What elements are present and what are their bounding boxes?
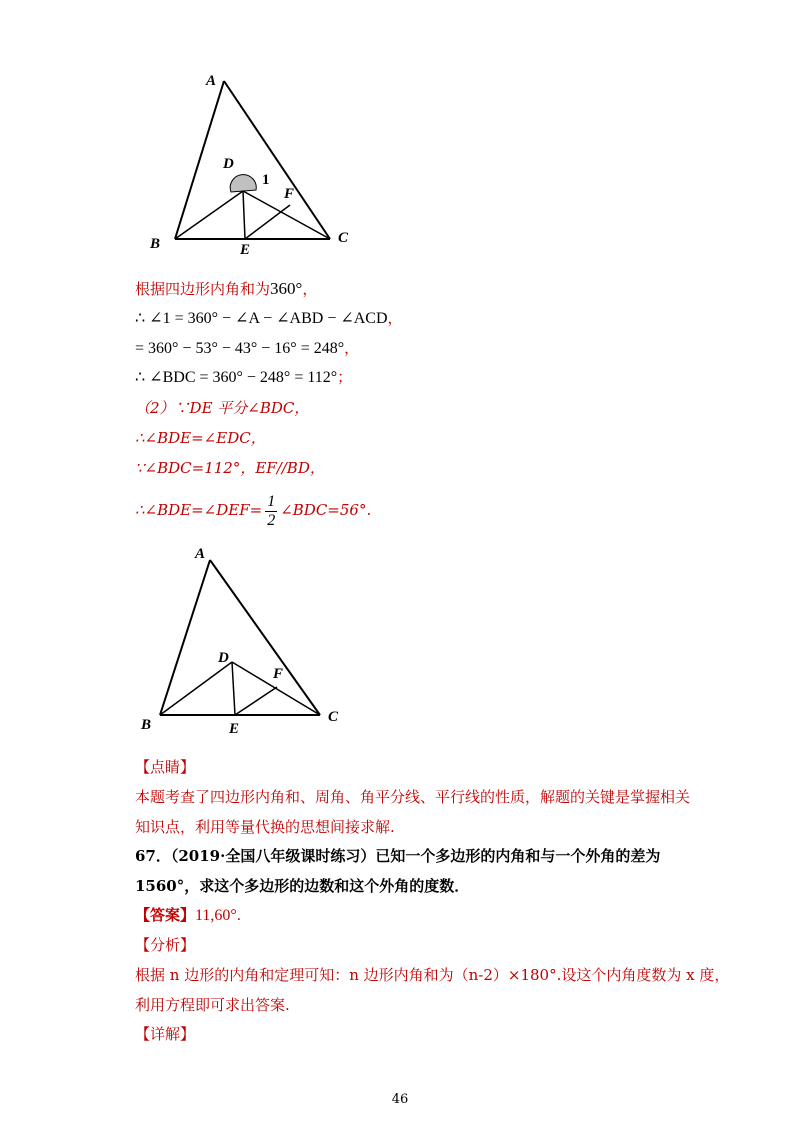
dianjing-line-2: 知识点，利用等量代换的思想间接求解.	[135, 818, 395, 836]
solution-line-2-math: ∴ ∠1 = 360° − ∠A − ∠ABD − ∠ACD	[135, 310, 388, 327]
solution-line-3-math: = 360° − 53° − 43° − 16° = 248°	[135, 340, 345, 357]
solution-line-3-end: ，	[344, 339, 360, 357]
figure-2-triangle	[135, 540, 355, 740]
solution-line-6: ∴∠BDE=∠EDC，	[135, 429, 266, 447]
page-number: 46	[391, 1092, 409, 1107]
label-D: D	[223, 156, 234, 172]
dianjing-line-1: 本题考查了四边形内角和、周角、角平分线、平行线的性质，解题的关键是掌握相关	[135, 788, 691, 806]
solution-line-1-math: 360°	[270, 279, 303, 298]
solution-line-1-text: 根据四边形内角和为	[135, 280, 271, 298]
dianjing-heading: 【点睛】	[135, 758, 196, 776]
solution-line-1-end: ，	[302, 280, 318, 298]
answer-label: 【答案】	[135, 906, 196, 924]
analysis-line-1: 根据 n 边形的内角和定理可知：n 边形内角和为（n-2）×180°.设这个内角度数为 x 度，	[135, 966, 730, 984]
solution-line-4-end: ；	[337, 368, 353, 386]
label-A: A	[195, 546, 206, 562]
detail-heading: 【详解】	[135, 1025, 196, 1043]
fraction-numerator: 1	[267, 492, 276, 510]
solution-line-5: （2）∵DE 平分∠BDC，	[135, 399, 310, 417]
solution-line-4	[135, 367, 352, 388]
label-C: C	[338, 230, 349, 246]
fraction-one-half	[265, 493, 277, 530]
analysis-line-2: 利用方程即可求出答案.	[135, 996, 290, 1014]
label-E: E	[229, 721, 240, 737]
label-A: A	[206, 73, 217, 89]
label-C: C	[328, 709, 339, 725]
problem-67-line-2: 1560°，求这个多边形的边数和这个外角的度数．	[135, 877, 470, 895]
label-D: D	[218, 650, 229, 666]
solution-line-8-post: ∠BDC=56°.	[280, 501, 372, 519]
problem-67-answer	[135, 905, 241, 926]
solution-line-8-pre: ∴∠BDE=∠DEF=	[135, 501, 263, 519]
analysis-heading: 【分析】	[135, 936, 196, 954]
label-angle-1: 1	[262, 172, 270, 188]
angle-1-shaded-arc	[230, 175, 256, 192]
label-F: F	[284, 186, 295, 202]
problem-67-line-1: 67．（2019·全国八年级课时练习）已知一个多边形的内角和与一个外角的差为	[135, 847, 661, 865]
solution-line-8	[135, 490, 371, 530]
label-B: B	[141, 717, 152, 733]
solution-line-3	[135, 338, 359, 359]
label-E: E	[240, 242, 251, 258]
solution-line-1	[135, 279, 317, 299]
solution-line-2	[135, 308, 403, 329]
solution-line-2-end: ，	[387, 309, 403, 327]
answer-value: 11,60°.	[195, 907, 241, 924]
label-F: F	[273, 666, 284, 682]
label-B: B	[150, 236, 161, 252]
fraction-denominator: 2	[267, 511, 276, 529]
figure-1-triangle	[140, 70, 370, 260]
solution-line-7: ∵∠BDC=112°，EF//BD，	[135, 459, 325, 477]
solution-line-4-math: ∴ ∠BDC = 360° − 248° = 112°	[135, 369, 338, 386]
